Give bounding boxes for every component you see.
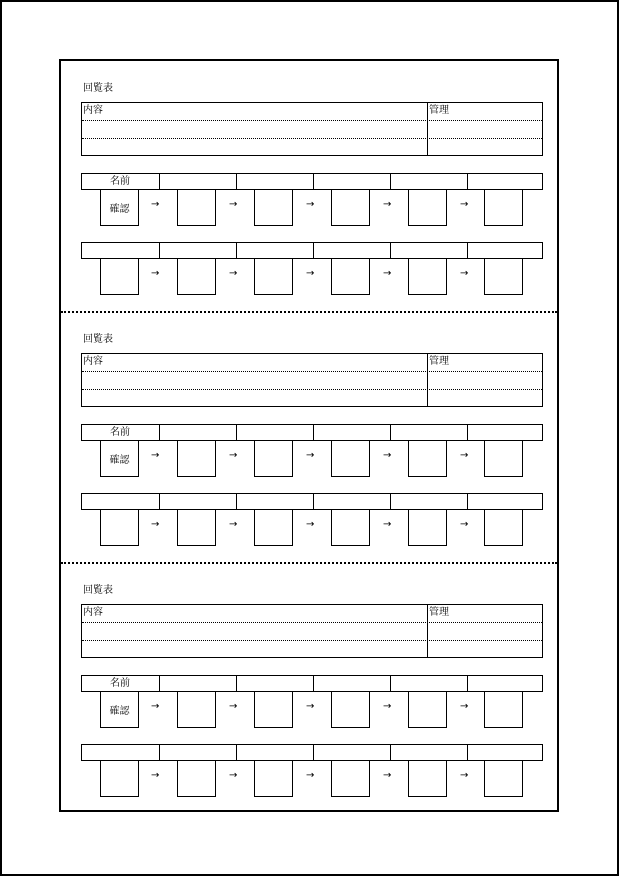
name-cell-divider	[236, 676, 237, 691]
name-cell-divider	[467, 494, 468, 509]
column-divider	[427, 605, 428, 657]
stamp-box[interactable]	[100, 691, 139, 728]
stamp-box[interactable]	[408, 440, 447, 477]
arrow-icon: →	[383, 519, 392, 530]
confirm-label: 確認	[109, 204, 130, 215]
name-label: 名前	[110, 176, 130, 187]
stamp-box[interactable]	[177, 760, 216, 797]
name-label: 名前	[110, 678, 130, 689]
stamp-box[interactable]	[331, 760, 370, 797]
stamp-box[interactable]	[408, 509, 447, 546]
stamp-box[interactable]	[177, 189, 216, 226]
name-cell-divider	[390, 243, 391, 258]
arrow-icon: →	[460, 519, 469, 530]
arrow-icon: →	[383, 268, 392, 279]
name-cell-divider	[159, 174, 160, 189]
stamp-box[interactable]	[408, 691, 447, 728]
name-bar	[81, 173, 543, 190]
stamp-box[interactable]	[100, 509, 139, 546]
name-cell-divider	[313, 745, 314, 760]
arrow-icon: →	[460, 199, 469, 210]
stamp-box[interactable]	[254, 189, 293, 226]
name-label: 名前	[110, 427, 130, 438]
name-cell-divider	[313, 243, 314, 258]
content-label: 内容	[83, 105, 103, 116]
name-cell-divider	[390, 676, 391, 691]
circulation-section	[61, 563, 559, 813]
arrow-icon: →	[460, 701, 469, 712]
arrow-icon: →	[383, 701, 392, 712]
stamp-box[interactable]	[254, 440, 293, 477]
name-cell-divider	[467, 174, 468, 189]
section-title: 回覧表	[83, 585, 113, 596]
form-frame	[59, 59, 559, 812]
name-cell-divider	[159, 745, 160, 760]
arrow-icon: →	[151, 268, 160, 279]
confirm-label: 確認	[109, 706, 130, 717]
name-cell-divider	[390, 745, 391, 760]
name-cell-divider	[467, 243, 468, 258]
name-cell-divider	[313, 174, 314, 189]
arrow-icon: →	[460, 268, 469, 279]
arrow-icon: →	[383, 199, 392, 210]
arrow-icon: →	[151, 199, 160, 210]
stamp-box[interactable]	[484, 440, 523, 477]
arrow-icon: →	[383, 770, 392, 781]
stamp-box[interactable]	[408, 760, 447, 797]
arrow-icon: →	[151, 450, 160, 461]
admin-label: 管理	[429, 105, 449, 116]
name-cell-divider	[467, 676, 468, 691]
name-bar	[81, 493, 543, 510]
stamp-box[interactable]	[254, 258, 293, 295]
name-cell-divider	[467, 425, 468, 440]
stamp-box[interactable]	[484, 189, 523, 226]
signature-row	[81, 675, 543, 728]
stamp-box[interactable]	[254, 760, 293, 797]
dotted-rule	[82, 640, 542, 641]
name-bar	[81, 675, 543, 692]
name-cell-divider	[390, 174, 391, 189]
arrow-icon: →	[229, 770, 238, 781]
name-bar	[81, 424, 543, 441]
content-table	[81, 353, 543, 407]
confirm-label: 確認	[109, 455, 130, 466]
stamp-box[interactable]	[331, 189, 370, 226]
column-divider	[427, 354, 428, 406]
arrow-icon: →	[229, 450, 238, 461]
admin-label: 管理	[429, 356, 449, 367]
name-cell-divider	[313, 494, 314, 509]
arrow-icon: →	[229, 268, 238, 279]
arrow-icon: →	[151, 519, 160, 530]
name-cell-divider	[313, 425, 314, 440]
arrow-icon: →	[306, 450, 315, 461]
stamp-box[interactable]	[484, 509, 523, 546]
arrow-icon: →	[151, 770, 160, 781]
stamp-box[interactable]	[100, 440, 139, 477]
signature-row	[81, 744, 543, 797]
content-table	[81, 102, 543, 156]
stamp-box[interactable]	[100, 760, 139, 797]
arrow-icon: →	[383, 450, 392, 461]
content-label: 内容	[83, 607, 103, 618]
name-cell-divider	[467, 745, 468, 760]
stamp-box[interactable]	[254, 691, 293, 728]
arrow-icon: →	[229, 519, 238, 530]
name-cell-divider	[236, 174, 237, 189]
name-cell-divider	[159, 243, 160, 258]
stamp-box[interactable]	[254, 509, 293, 546]
stamp-box[interactable]	[331, 509, 370, 546]
admin-label: 管理	[429, 607, 449, 618]
arrow-icon: →	[306, 701, 315, 712]
name-cell-divider	[390, 494, 391, 509]
stamp-box[interactable]	[177, 258, 216, 295]
content-label: 内容	[83, 356, 103, 367]
arrow-icon: →	[460, 770, 469, 781]
dotted-rule	[82, 622, 542, 623]
arrow-icon: →	[306, 770, 315, 781]
arrow-icon: →	[151, 701, 160, 712]
circulation-section	[61, 312, 559, 562]
arrow-icon: →	[306, 199, 315, 210]
stamp-box[interactable]	[484, 258, 523, 295]
dotted-rule	[82, 371, 542, 372]
column-divider	[427, 103, 428, 155]
name-cell-divider	[159, 676, 160, 691]
section-title: 回覧表	[83, 334, 113, 345]
name-cell-divider	[236, 425, 237, 440]
name-cell-divider	[236, 494, 237, 509]
stamp-box[interactable]	[484, 760, 523, 797]
stamp-box[interactable]	[484, 691, 523, 728]
name-cell-divider	[390, 425, 391, 440]
stamp-box[interactable]	[408, 189, 447, 226]
name-cell-divider	[236, 745, 237, 760]
stamp-box[interactable]	[408, 258, 447, 295]
circulation-section	[61, 61, 559, 311]
signature-row	[81, 242, 543, 295]
stamp-box[interactable]	[331, 691, 370, 728]
stamp-box[interactable]	[177, 691, 216, 728]
name-cell-divider	[313, 676, 314, 691]
signature-row	[81, 493, 543, 546]
stamp-box[interactable]	[177, 440, 216, 477]
name-cell-divider	[159, 494, 160, 509]
name-bar	[81, 242, 543, 259]
stamp-box[interactable]	[331, 440, 370, 477]
stamp-box[interactable]	[100, 189, 139, 226]
arrow-icon: →	[229, 701, 238, 712]
arrow-icon: →	[306, 268, 315, 279]
name-cell-divider	[159, 425, 160, 440]
content-table	[81, 604, 543, 658]
dotted-rule	[82, 120, 542, 121]
section-title: 回覧表	[83, 83, 113, 94]
stamp-box[interactable]	[100, 258, 139, 295]
signature-row	[81, 173, 543, 226]
dotted-rule	[82, 138, 542, 139]
name-bar	[81, 744, 543, 761]
arrow-icon: →	[306, 519, 315, 530]
dotted-rule	[82, 389, 542, 390]
arrow-icon: →	[229, 199, 238, 210]
stamp-box[interactable]	[331, 258, 370, 295]
name-cell-divider	[236, 243, 237, 258]
stamp-box[interactable]	[177, 509, 216, 546]
arrow-icon: →	[460, 450, 469, 461]
signature-row	[81, 424, 543, 477]
